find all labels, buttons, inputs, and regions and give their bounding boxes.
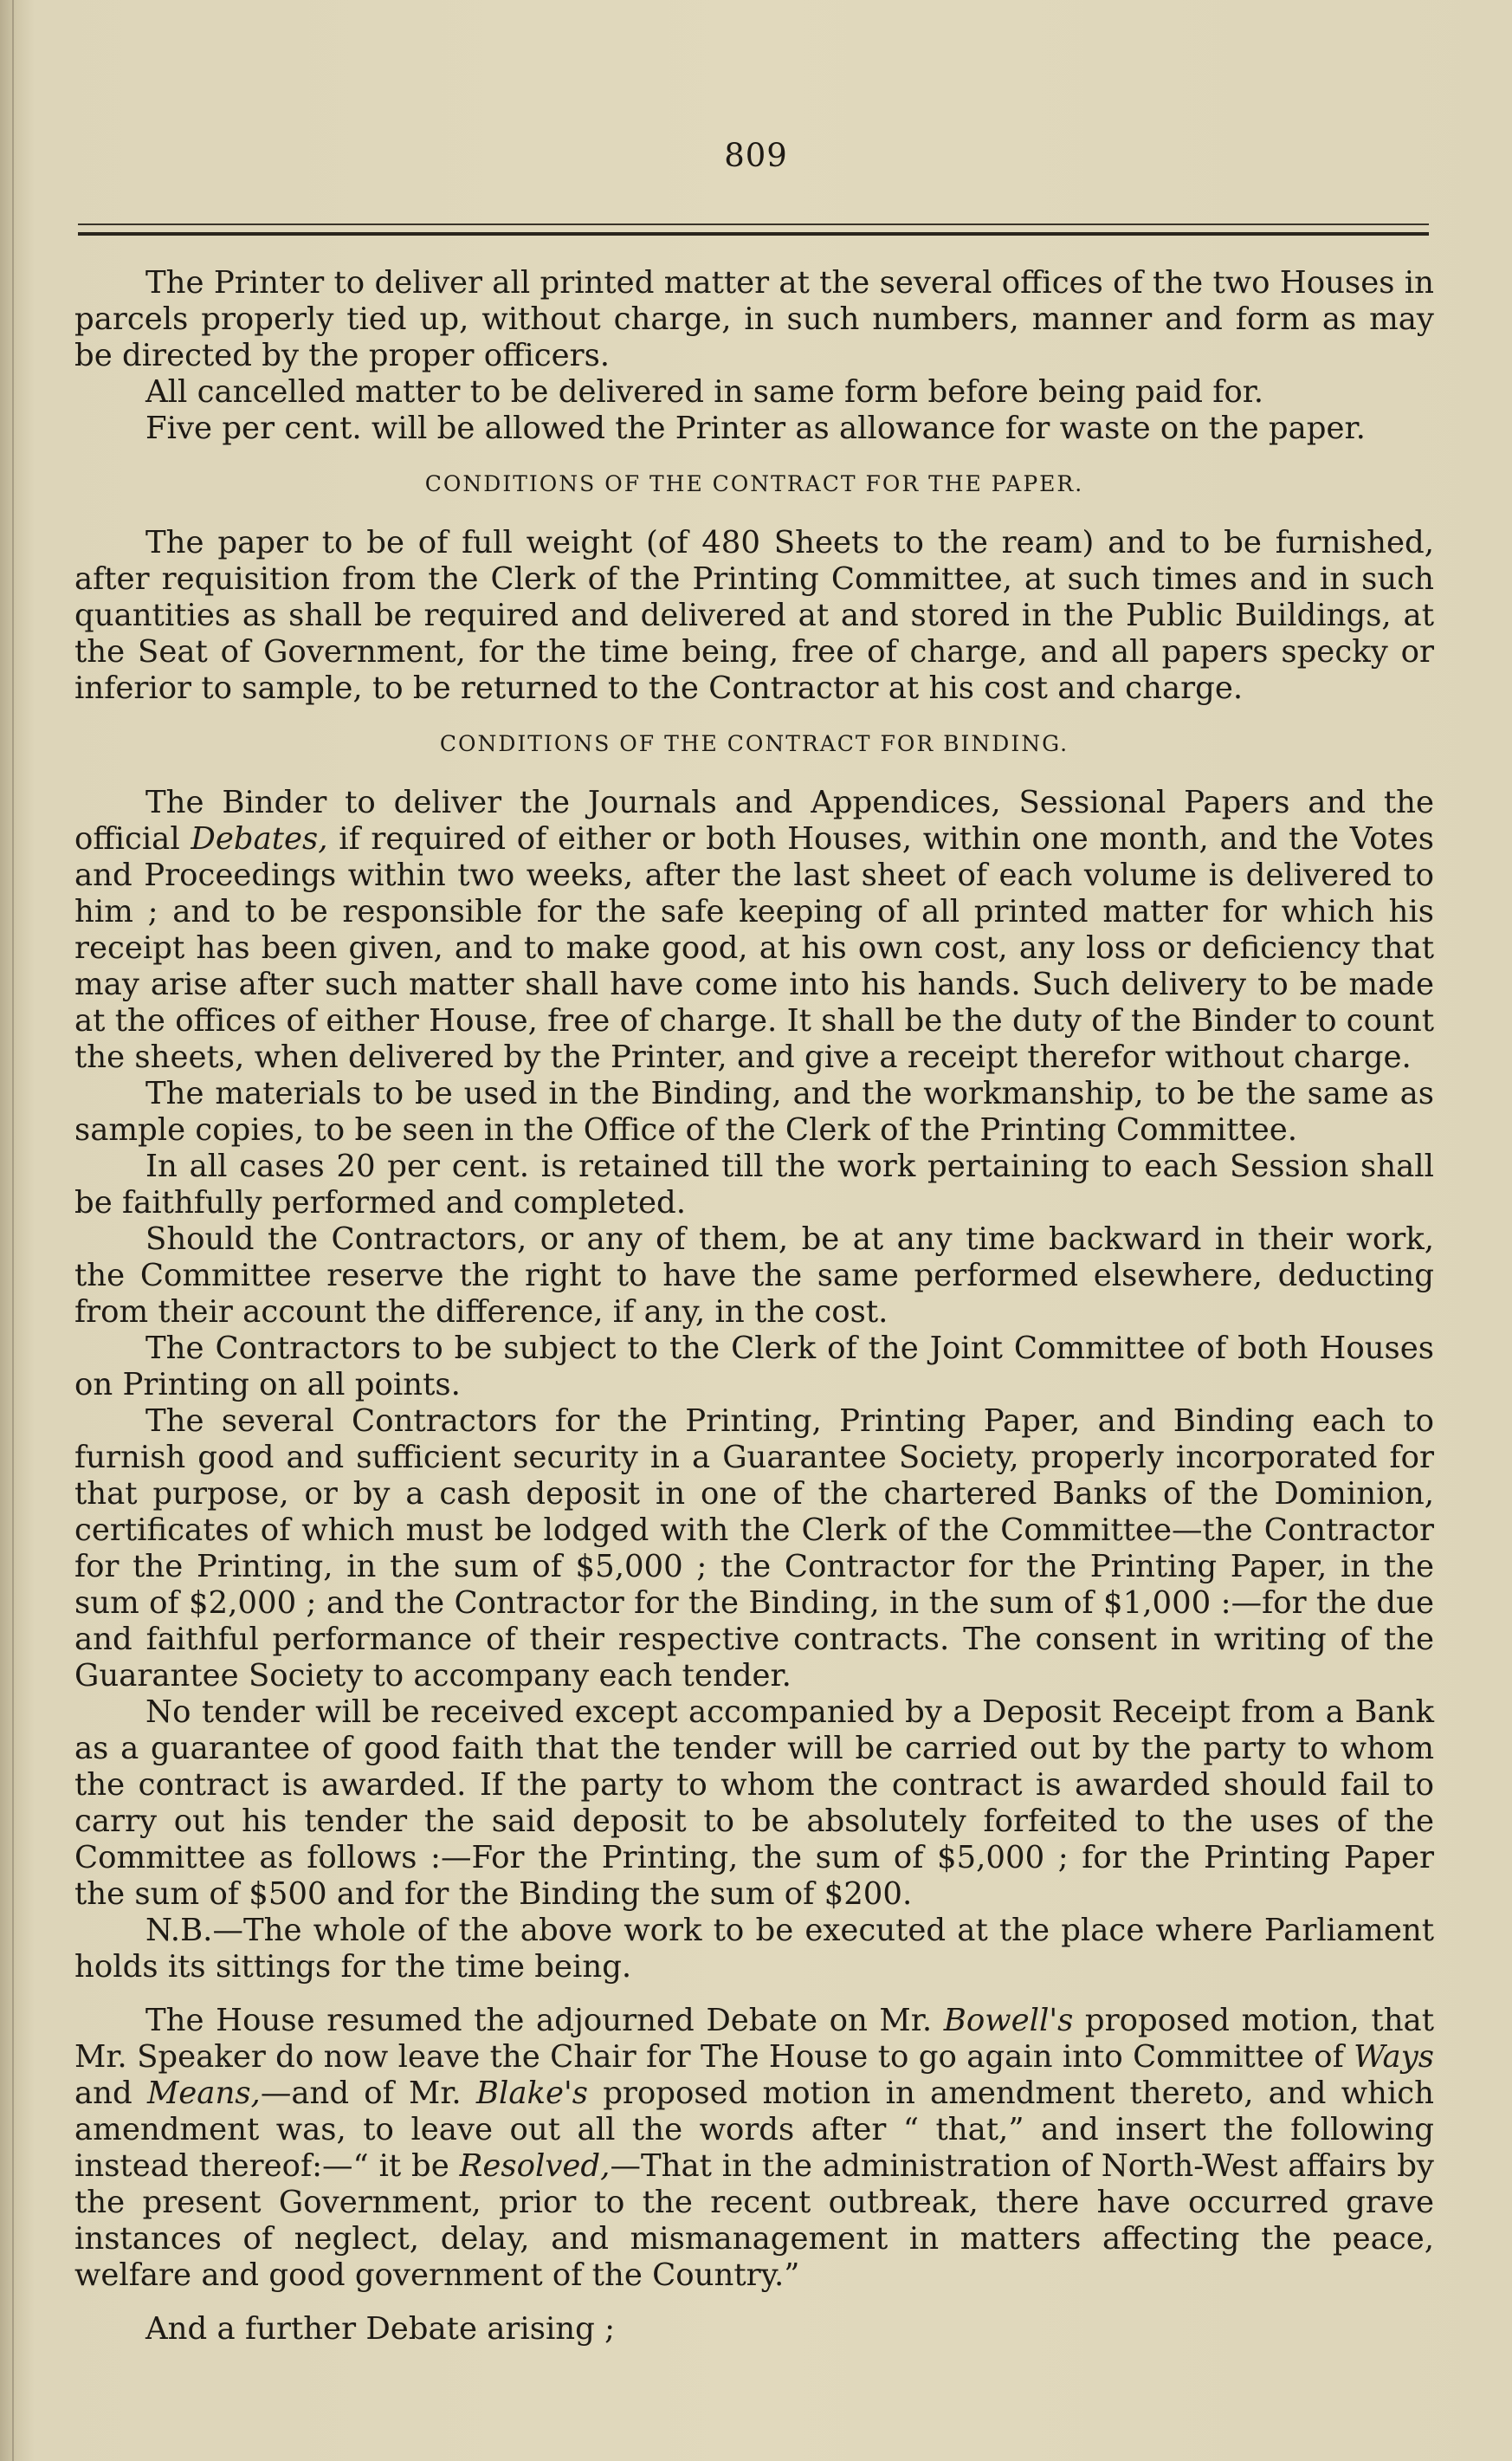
debate-paragraph [74,2003,1434,2294]
debate-text: proposed motion, that Mr. Speaker do now leave the Chair for The House to go again into Committee of [74,2003,1434,2075]
binding-paragraph-8: N.B.—The whole of the above work to be executed at the place where Parliament holds its sittings for the time being. [74,1913,1434,1985]
binding-paragraph-5: The Contractors to be subject to the Clerk of the Joint Committee of both Houses on Printing on all points. [74,1331,1434,1402]
printing-paragraph-3: Five per cent. will be allowed the Printer as allowance for waste on the paper. [145,411,1366,446]
binding-gutter [12,0,14,2461]
binding-paragraph-7: No tender will be received except accompanied by a Deposit Receipt from a Bank as a guarantee of good faith that the tender will be carried out by the party to whom the contract is awarded. If the party to whom the contract is awarded should fail to carry out his tender the said deposit to be absolutely forfeited to the uses of the Committee as follows :—For the Printing, the sum of $5,000 ; for the Printing Paper the sum of $500 and for the Binding the sum of $200. [74,1694,1434,1912]
binding-paragraph-1 [74,785,1434,1076]
paper-conditions-heading: CONDITIONS OF THE CONTRACT FOR THE PAPER. [424,471,1084,496]
binding-paragraph-2: The materials to be used in the Binding, and the workmanship, to be the same as sample copies, to be seen in the Office of the Clerk of the Printing Committee. [74,1076,1434,1148]
binding-conditions-heading: CONDITIONS OF THE CONTRACT FOR BINDING. [439,731,1069,756]
debate-text: proposed motion in amendment thereto, and which amendment was, to leave out all the words after “ that,” and insert the following instead thereof:—“ it be [74,2076,1434,2184]
means-italic: Means, [146,2076,261,2111]
binding-paragraph-4: Should the Contractors, or any of them, be at any time backward in their work, the Committee reserve the right to have the same performed elsewhere, deducting from their account the difference, if any, in the cost. [74,1221,1434,1330]
debates-italic: Debates, [191,821,328,857]
closing-line: And a further Debate arising ; [145,2311,616,2347]
header-rule [78,223,1429,236]
debate-text: and [74,2076,147,2111]
page-number: 809 [724,137,788,174]
printing-paragraph-1: The Printer to deliver all printed matter at the several offices of the two Houses in parcels properly tied up, without charge, in such numbers, manner and form as may be directed by the proper officers. [74,265,1434,373]
binding-paragraph-6: The several Contractors for the Printing, Printing Paper, and Binding each to furnish good and sufficient security in a Guarantee Society, properly incorporated for that purpose, or by a cash deposit in one of the chartered Banks of the Dominion, certificates of which must be lodged with the Clerk of the Committee—the Contractor for the Printing, in the sum of $5,000 ; the Contractor for the Printing Paper, in the sum of $2,000 ; and the Contractor for the Binding, in the sum of $1,000 :—for the due and faithful performance of their respective contracts. The consent in writing of the Guarantee Society to accompany each tender. [74,1403,1434,1694]
debate-text: —and of Mr. [260,2076,476,2111]
binding-text: if required of either or both Houses, within one month, and the Votes and Proceedings within two weeks, after the last sheet of each volume is delivered to him ; and to be responsible for the safe keeping of all printed matter for which his receipt has been given, and to make good, at his own cost, any loss or deficiency that may arise after such matter shall have come into his hands. Such delivery to be made at the offices of either House, free of charge. It shall be the duty of the Binder to count the sheets, when delivered by the Printer, and give a receipt therefor without charge. [74,821,1434,1075]
document-body [74,265,1434,2348]
paper-paragraph: The paper to be of full weight (of 480 Sheets to the ream) and to be furnished, after requisition from the Clerk of the Printing Committee, at such times and in such quantities as shall be required and delivered at and stored in the Public Buildings, at the Seat of Government, for the time being, free of charge, and all papers specky or inferior to sample, to be returned to the Contractor at his cost and charge. [74,525,1434,706]
binding-paragraph-3: In all cases 20 per cent. is retained till the work pertaining to each Session shall be faithfully performed and completed. [74,1149,1434,1221]
resolved-italic: Resolved, [459,2148,611,2184]
bowell-italic: Bowell's [943,2003,1074,2038]
binding-text: The Binder to deliver the Journals and Appendices, Sessional Papers and the official [74,785,1434,857]
ways-italic: Ways [1354,2039,1434,2075]
printing-paragraph-2: All cancelled matter to be delivered in same form before being paid for. [145,374,1264,410]
debate-text: The House resumed the adjourned Debate on Mr. [145,2003,944,2038]
debate-text: —That in the administration of North-West affairs by the present Government, prior to the recent outbreak, there have occurred grave instances of neglect, delay, and mismanagement in matters affecting the peace, welfare and good government of the Country.” [74,2148,1434,2293]
blake-italic: Blake's [475,2076,589,2111]
